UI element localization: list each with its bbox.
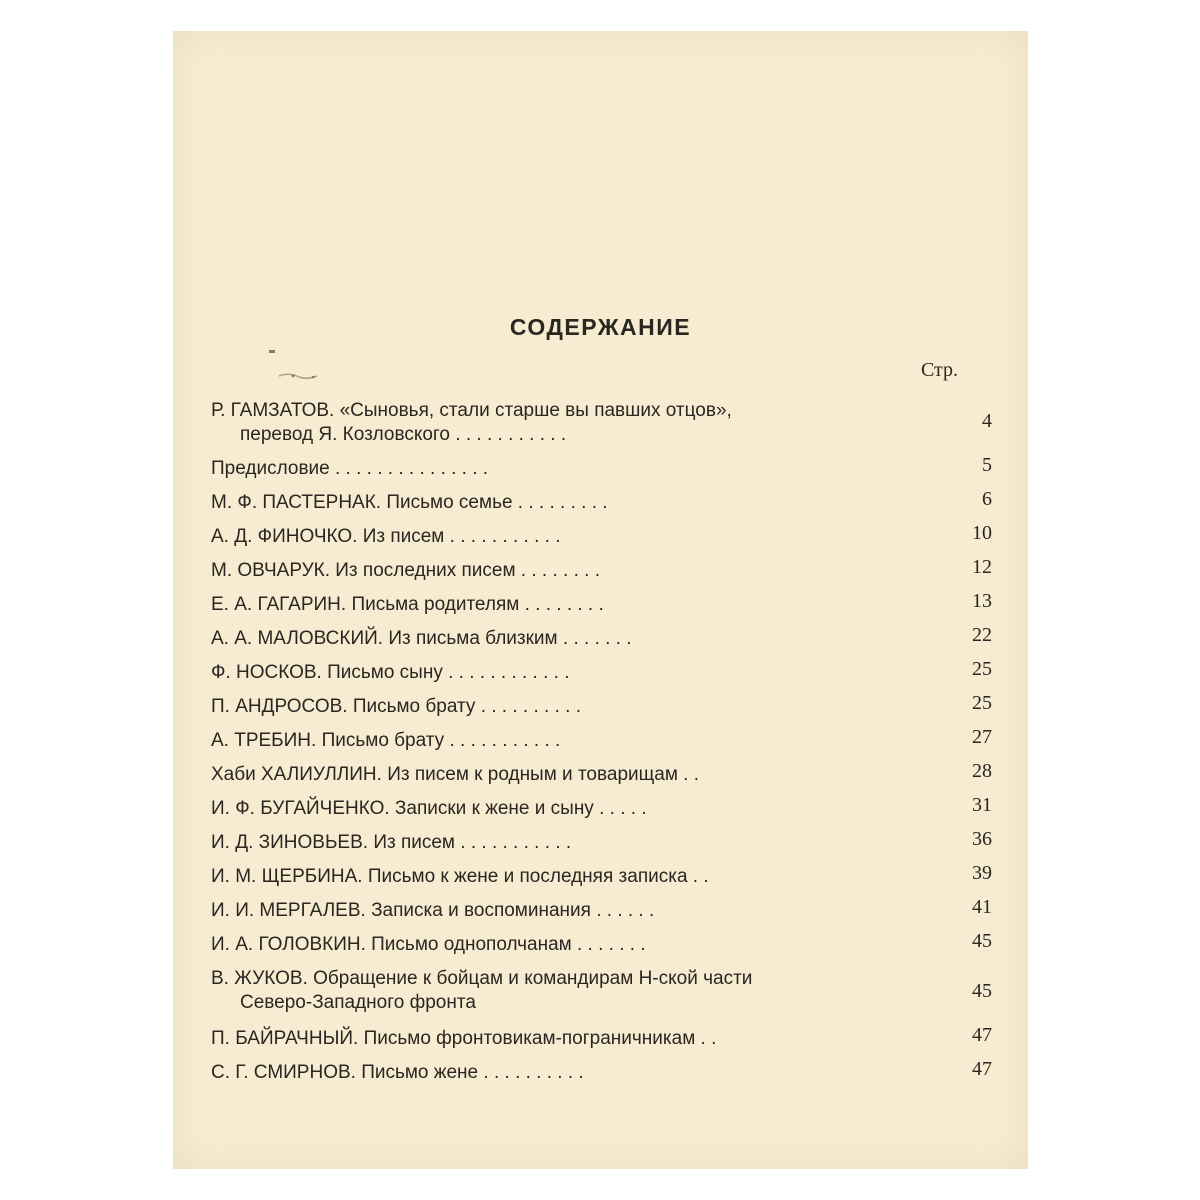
toc-entry: [211, 658, 992, 695]
book-page: [173, 31, 1028, 1169]
toc-entry: [211, 862, 992, 899]
toc-entry: [211, 1058, 992, 1095]
toc-entry-title: Е. А. ГАГАРИН. Письма родителям . . . . . . . .: [211, 594, 604, 615]
toc-page-number: 10: [972, 522, 992, 544]
toc-page-number: 25: [972, 692, 992, 714]
toc-entry-title: И. И. МЕРГАЛЕВ. Записка и воспоминания . . . . . .: [211, 900, 655, 921]
toc-page-number: 47: [972, 1024, 992, 1046]
toc-page-number: 12: [972, 556, 992, 578]
toc-entry-title: А. Д. ФИНОЧКО. Из писем . . . . . . . . . . .: [211, 526, 561, 547]
toc-page-number: 41: [972, 896, 992, 918]
toc-entry: [211, 488, 992, 525]
toc-entry-title: М. ОВЧАРУК. Из последних писем . . . . . . . .: [211, 560, 600, 581]
toc-page-number: 28: [972, 760, 992, 782]
toc-page-number: 47: [972, 1058, 992, 1080]
toc-entry-title-cont: перевод Я. Козловского . . . . . . . . . . .: [240, 424, 567, 445]
toc-page-number: 45: [972, 980, 992, 1002]
toc-entry: [211, 794, 992, 831]
toc-entry: [211, 590, 992, 627]
toc-page-number: 13: [972, 590, 992, 612]
toc-entry-title: М. Ф. ПАСТЕРНАК. Письмо семье . . . . . . . . .: [211, 492, 608, 513]
toc-entry-title: Хаби ХАЛИУЛЛИН. Из писем к родным и товарищам . .: [211, 764, 700, 785]
toc-entry: [211, 967, 992, 1027]
toc-page-number: 36: [972, 828, 992, 850]
toc-page-number: 5: [982, 454, 992, 476]
toc-page-number: 27: [972, 726, 992, 748]
toc-entry: [211, 896, 992, 933]
toc-page-number: 4: [982, 410, 992, 432]
toc-entry-title: И. Ф. БУГАЙЧЕНКО. Записки к жене и сыну . . . . .: [211, 798, 647, 819]
toc-entry: [211, 828, 992, 865]
toc-entry: [211, 454, 992, 491]
page-title: СОДЕРЖАНИЕ: [509, 314, 692, 340]
toc-entry: [211, 692, 992, 729]
toc-entry: [211, 624, 992, 661]
page-column-label: Стр.: [920, 359, 958, 381]
toc-entry-title: В. ЖУКОВ. Обращение к бойцам и командирам Н-ской части: [211, 968, 753, 989]
toc-page-number: 25: [972, 658, 992, 680]
toc-entry: [211, 556, 992, 593]
toc-entry: [211, 930, 992, 967]
toc-entry-title: П. БАЙРАЧНЫЙ. Письмо фронтовикам-пограничникам . .: [211, 1028, 717, 1049]
toc-entry-title: Предисловие . . . . . . . . . . . . . . .: [211, 458, 489, 479]
toc-entry-title: Р. ГАМЗАТОВ. «Сыновья, стали старше вы павших отцов»,: [211, 400, 732, 421]
toc-page-number: 45: [972, 930, 992, 952]
toc-entry-title: И. М. ЩЕРБИНА. Письмо к жене и последняя записка . .: [211, 866, 709, 887]
toc-entry: [211, 760, 992, 797]
ink-smudge: [265, 346, 335, 386]
toc-entry-title: И. А. ГОЛОВКИН. Письмо однополчанам . . . . . . .: [211, 934, 646, 955]
toc-page-number: 39: [972, 862, 992, 884]
toc-page-number: 22: [972, 624, 992, 646]
toc-entry-title: И. Д. ЗИНОВЬЕВ. Из писем . . . . . . . . . . .: [211, 832, 572, 853]
toc-page-number: 6: [982, 488, 992, 510]
toc-entry-title: П. АНДРОСОВ. Письмо брату . . . . . . . . . .: [211, 696, 581, 717]
toc-entry: [211, 726, 992, 763]
toc-entry: [211, 399, 992, 457]
toc-entry: [211, 1024, 992, 1061]
toc-entry-title: С. Г. СМИРНОВ. Письмо жене . . . . . . . . . .: [211, 1062, 584, 1083]
toc-page-number: 31: [972, 794, 992, 816]
table-of-contents: [211, 399, 992, 1095]
toc-entry-title-cont: Северо-Западного фронта: [240, 992, 476, 1013]
toc-entry: [211, 522, 992, 559]
toc-entry-title: А. ТРЕБИН. Письмо брату . . . . . . . . . . .: [211, 730, 561, 751]
toc-entry-title: А. А. МАЛОВСКИЙ. Из письма близким . . . . . . .: [211, 628, 632, 649]
toc-entry-title: Ф. НОСКОВ. Письмо сыну . . . . . . . . . . . .: [211, 662, 570, 683]
